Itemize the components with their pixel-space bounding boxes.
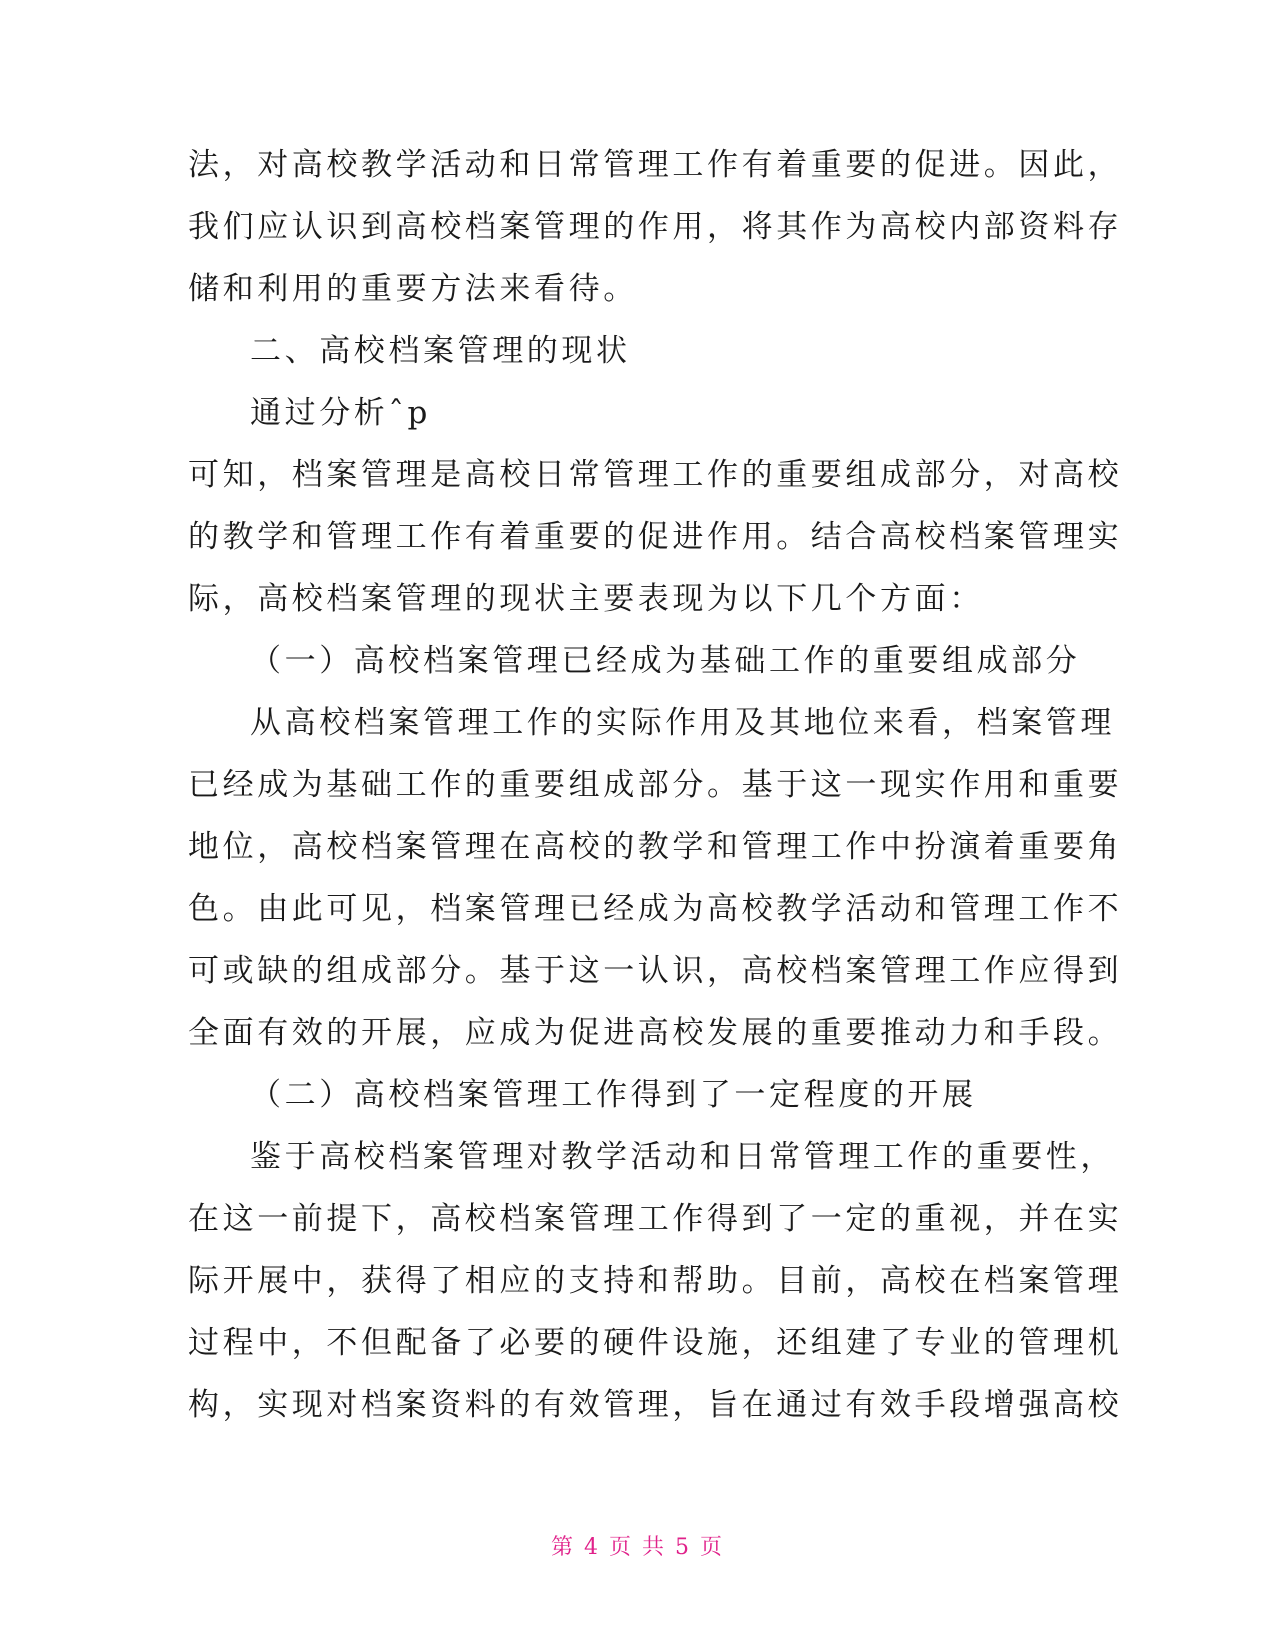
paragraph-line: 储和利用的重要方法来看待。 (188, 271, 638, 307)
paragraph-line: 从高校档案管理工作的实际作用及其地位来看，档案管理 (250, 705, 1115, 741)
paragraph-line: 在这一前提下，高校档案管理工作得到了一定的重视，并在实 (188, 1201, 1123, 1237)
paragraph-line: 通过分析ˆp (250, 395, 431, 431)
page-number-label: 第 4 页 共 5 页 (551, 1535, 724, 1560)
paragraph-line: 际，高校档案管理的现状主要表现为以下几个方面： (188, 581, 984, 617)
subsection-heading: （一）高校档案管理已经成为基础工作的重要组成部分 (250, 643, 1081, 679)
paragraph-line: 鉴于高校档案管理对教学活动和日常管理工作的重要性， (250, 1139, 1115, 1175)
paragraph-line: 全面有效的开展，应成为促进高校发展的重要推动力和手段。 (188, 1015, 1123, 1051)
paragraph-line: 地位，高校档案管理在高校的教学和管理工作中扮演着重要角 (188, 829, 1123, 865)
paragraph-line: 法，对高校教学活动和日常管理工作有着重要的促进。因此， (188, 147, 1123, 183)
paragraph-line: 色。由此可见，档案管理已经成为高校教学活动和管理工作不 (188, 891, 1123, 927)
paragraph-line: 我们应认识到高校档案管理的作用，将其作为高校内部资料存 (188, 209, 1123, 245)
paragraph-line: 际开展中，获得了相应的支持和帮助。目前，高校在档案管理 (188, 1263, 1123, 1299)
paragraph-line: 可知，档案管理是高校日常管理工作的重要组成部分，对高校 (188, 457, 1123, 493)
section-heading: 二、高校档案管理的现状 (250, 333, 631, 369)
page-footer (0, 1530, 1275, 1561)
subsection-heading: （二）高校档案管理工作得到了一定程度的开展 (250, 1077, 977, 1113)
paragraph-line: 可或缺的组成部分。基于这一认识，高校档案管理工作应得到 (188, 953, 1123, 989)
paragraph-line: 构，实现对档案资料的有效管理，旨在通过有效手段增强高校 (188, 1387, 1123, 1423)
paragraph-line: 的教学和管理工作有着重要的促进作用。结合高校档案管理实 (188, 519, 1123, 555)
paragraph-line: 已经成为基础工作的重要组成部分。基于这一现实作用和重要 (188, 767, 1123, 803)
paragraph-line: 过程中，不但配备了必要的硬件设施，还组建了专业的管理机 (188, 1325, 1123, 1361)
